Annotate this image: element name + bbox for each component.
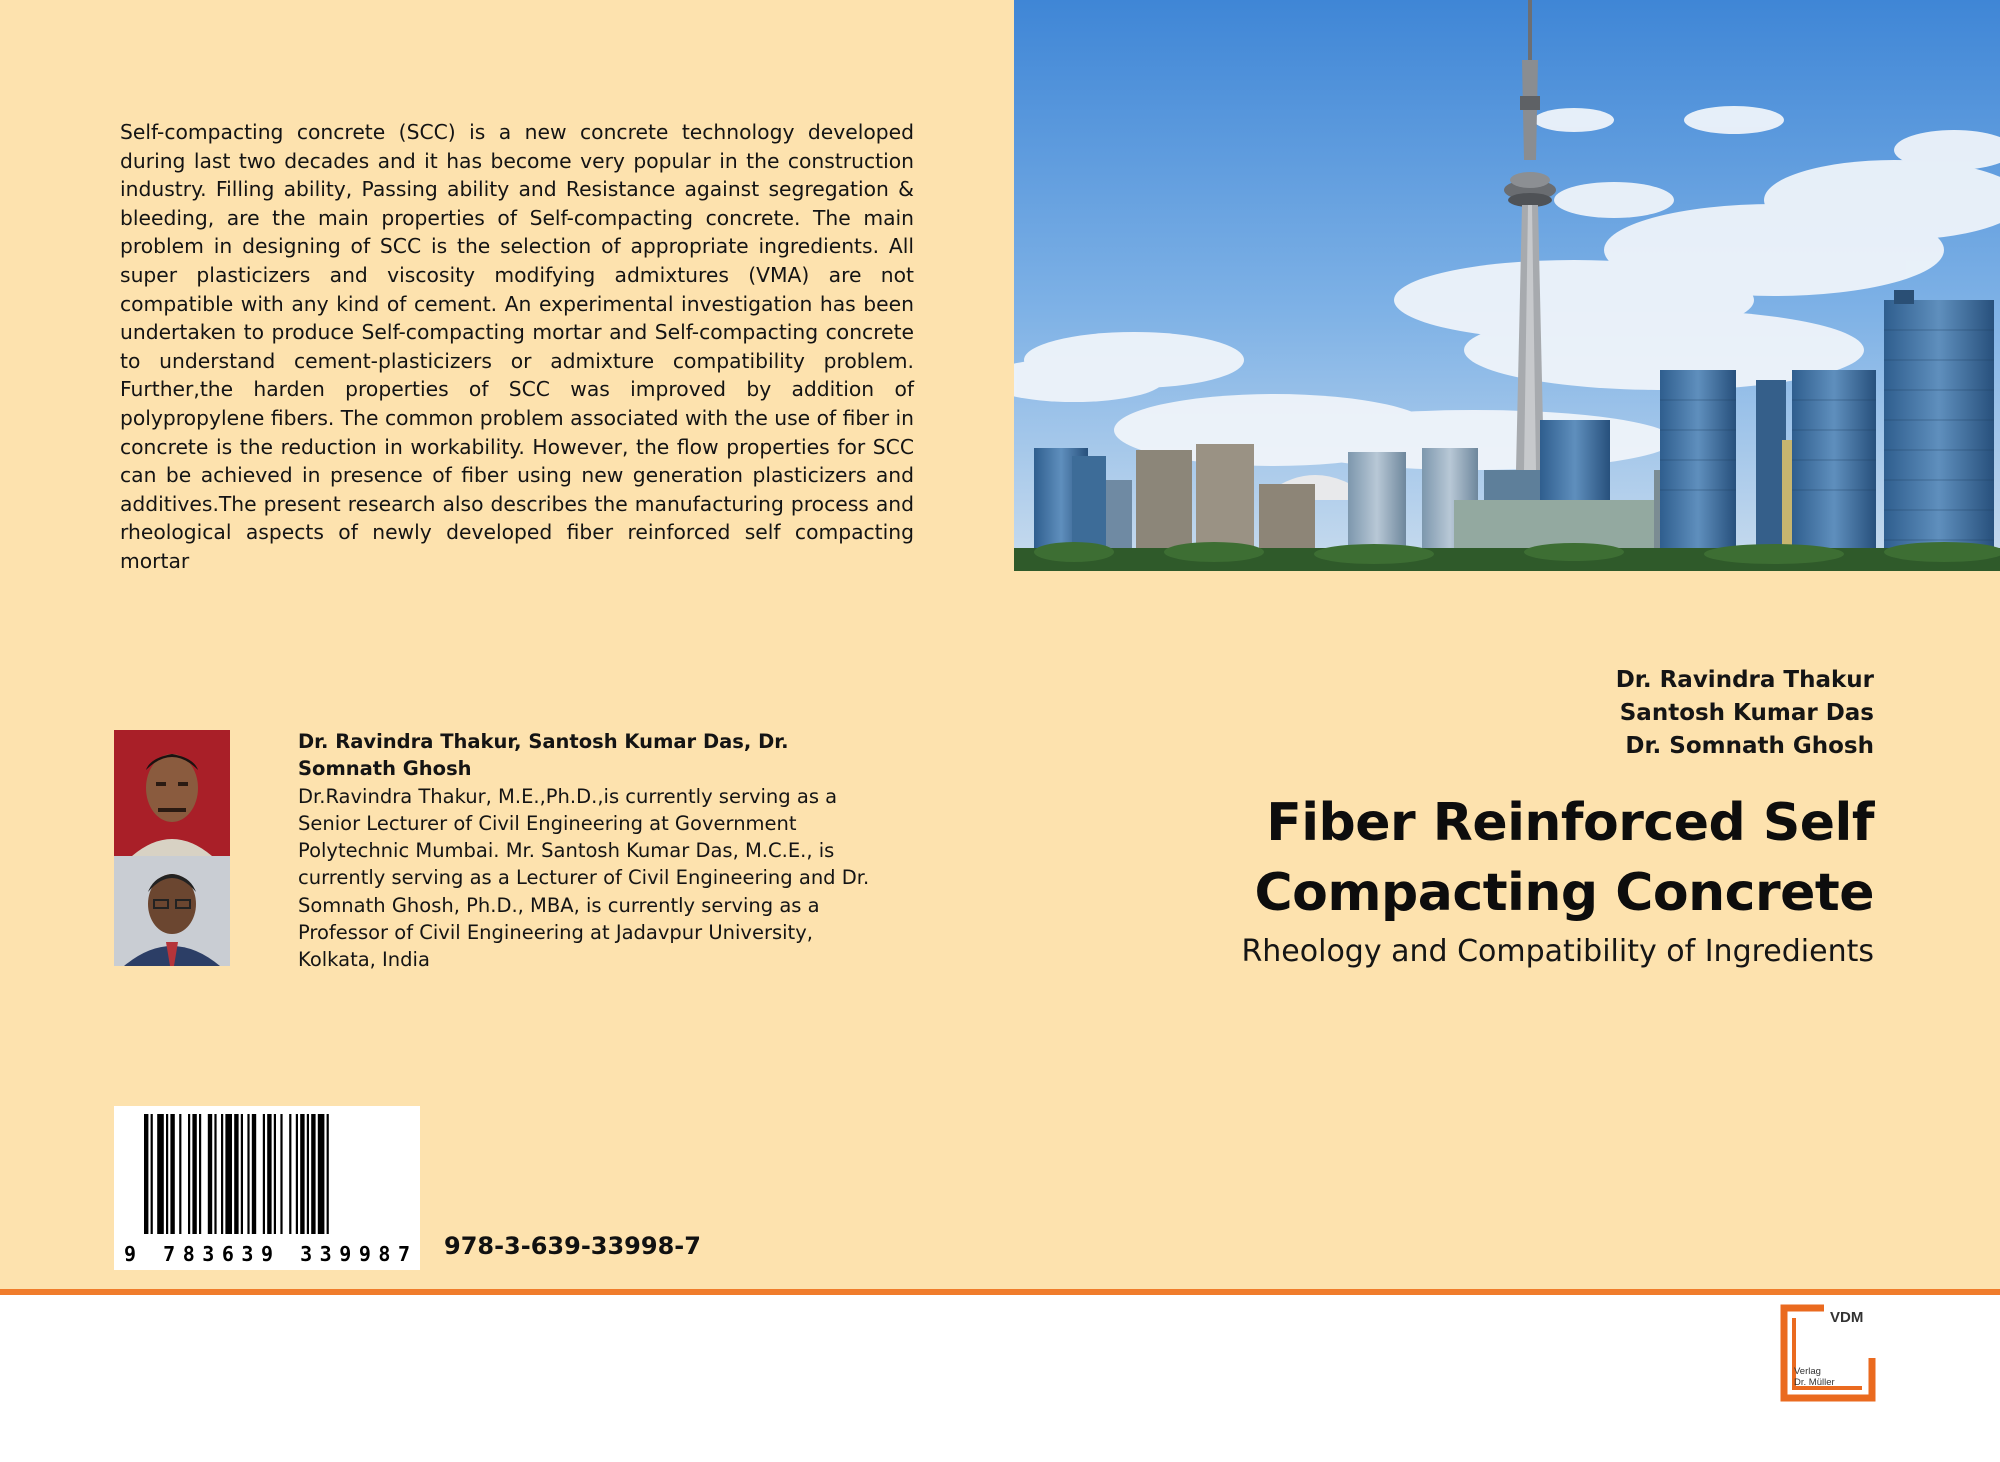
front-cover-authors: [1174, 664, 1874, 763]
barcode-bar: [263, 1114, 265, 1234]
barcode-bar: [327, 1114, 329, 1234]
book-title-line: Compacting Concrete: [1254, 863, 1874, 923]
isbn-barcode: [114, 1106, 420, 1270]
book-title-line: Fiber Reinforced Self: [1266, 793, 1874, 853]
barcode-bar: [192, 1114, 196, 1234]
barcode-bar: [280, 1114, 282, 1234]
author-photo-das-ghosh: [114, 856, 230, 966]
barcode-bar: [151, 1114, 153, 1234]
author-name: Dr. Ravindra Thakur: [1615, 667, 1874, 693]
barcode-bar: [221, 1114, 223, 1234]
barcode-bar: [157, 1114, 164, 1234]
barcode-bar: [234, 1114, 238, 1234]
barcode-digits: 9 783639 339987: [124, 1242, 410, 1266]
barcode-bar: [225, 1114, 232, 1234]
barcode-bar: [267, 1114, 271, 1234]
publisher-logo-subtext-line: Dr. Müller: [1794, 1377, 1835, 1388]
publisher-logo: [1780, 1304, 1876, 1402]
barcode-bar: [247, 1114, 249, 1234]
barcode-bar: [241, 1114, 243, 1234]
divider-rule: [0, 1289, 2000, 1295]
barcode-bar: [274, 1114, 276, 1234]
barcode-bar: [307, 1114, 309, 1234]
barcode-bar: [166, 1114, 168, 1234]
barcode-bar: [300, 1114, 304, 1234]
back-cover-blurb: Self-compacting concrete (SCC) is a new concrete technology developed during last two decades and it has become very popular in the construction industry. Filling ability, Passing ability and Resistance against segregation & bleeding, are the main properties of Self-compacting concrete. The main problem in designing of SCC is the selection of appropriate ingredients. All super plasticizers and viscosity modifying admixtures (VMA) are not compatible with any kind of cement. An experimental investigation has been undertaken to produce Self-compacting mortar and Self-compacting concrete to understand cement-plasticizers or admixture compatibility problem. Further,the harden properties of SCC was improved by addition of polypropylene fibers. The common problem associated with the use of fiber in concrete is the reduction in workability. However, the flow properties for SCC can be achieved in presence of fiber using new generation plasticizers and additives.The present research also describes the manufacturing process and rheological aspects of newly developed fiber reinforced self compacting mortar: [120, 120, 914, 573]
cover-photo-skyline: [1014, 0, 2000, 571]
barcode-bar: [179, 1114, 181, 1234]
book-subtitle: Rheology and Compatibility of Ingredients: [1241, 934, 1874, 969]
isbn-number: 978-3-639-33998-7: [444, 1232, 701, 1260]
barcode-bar: [199, 1114, 201, 1234]
author-photo-thakur: [114, 730, 230, 856]
author-bio: Dr.Ravindra Thakur, M.E.,Ph.D.,is currently serving as a Senior Lecturer of Civil Engineering at Government Polytechnic Mumbai. Mr. Santosh Kumar Das, M.C.E., is currently serving as a Lecturer of Civil Engineering and Dr. Somnath Ghosh, Ph.D., MBA, is currently serving as a Professor of Civil Engineering at Jadavpur University, Kolkata, India: [298, 784, 870, 972]
publisher-logo-subtext-line: Verlag: [1794, 1366, 1821, 1377]
barcode-bar: [144, 1114, 148, 1234]
barcode-bar: [311, 1114, 315, 1234]
publisher-logo-text: VDM: [1830, 1309, 1864, 1326]
barcode-bar: [208, 1114, 212, 1234]
book-title: [974, 788, 1874, 928]
barcode-bar: [318, 1114, 325, 1234]
barcode-bar: [296, 1114, 298, 1234]
barcode-bar: [214, 1114, 216, 1234]
barcode-bar: [188, 1114, 190, 1234]
barcode-bar: [170, 1114, 174, 1234]
author-name: Dr. Somnath Ghosh: [1625, 733, 1874, 759]
author-names-heading: Dr. Ravindra Thakur, Santosh Kumar Das, Dr. Somnath Ghosh: [298, 730, 789, 781]
author-name: Santosh Kumar Das: [1619, 700, 1874, 726]
barcode-bar: [289, 1114, 291, 1234]
author-info: [298, 728, 878, 974]
barcode-bar: [252, 1114, 256, 1234]
publisher-logo-subtext: [1794, 1366, 1835, 1388]
